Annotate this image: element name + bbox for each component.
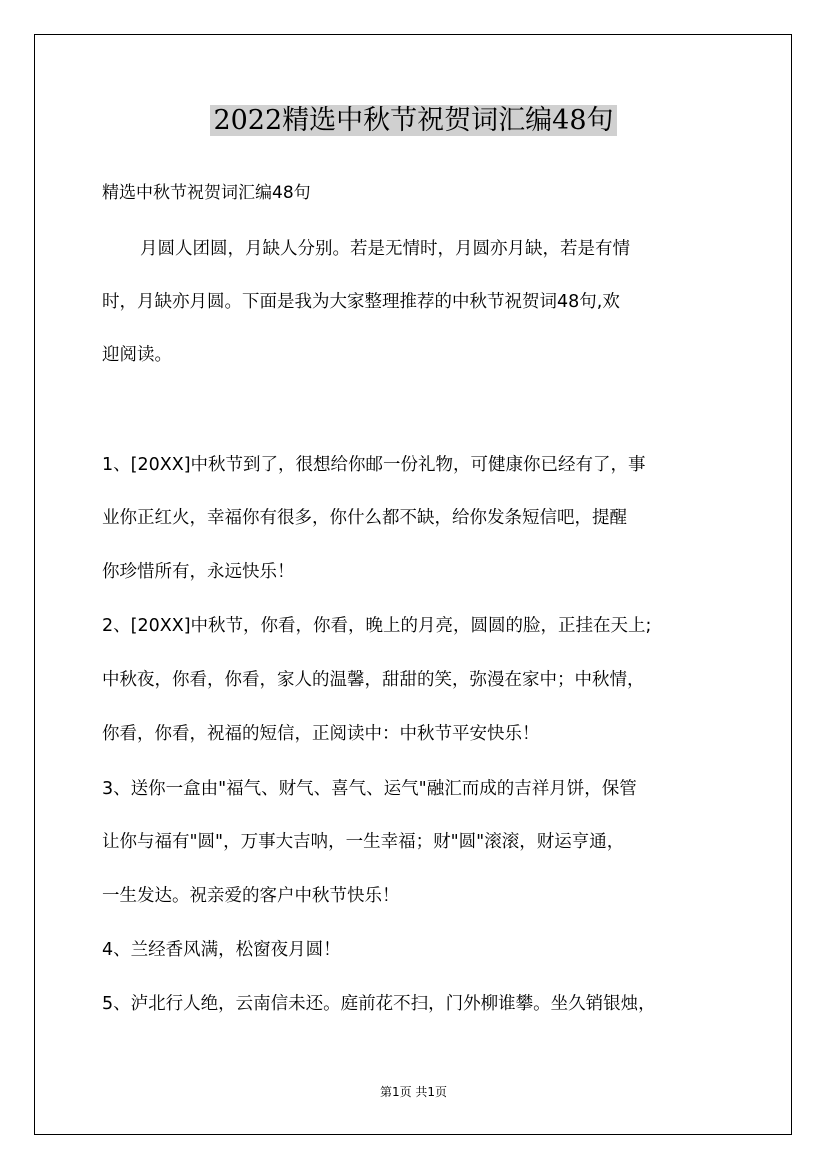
item-5-line-1: 5、泸北行人绝，云南信未还。庭前花不扫，门外柳谁攀。坐久销银烛， xyxy=(102,994,656,1014)
item-3-line-3: 一生发达。祝亲爱的客户中秋节快乐！ xyxy=(102,886,400,906)
item-2-line-2: 中秋夜，你看，你看，家人的温馨，甜甜的笑，弥漫在家中；中秋情， xyxy=(102,670,645,690)
page-footer: 第1页 共1页 xyxy=(379,1085,448,1099)
document-title xyxy=(0,101,827,141)
item-4-line-1: 4、兰经香风满，松窗夜月圆！ xyxy=(102,940,341,960)
item-3-line-2: 让你与福有"圆"，万事大吉呐，一生幸福；财"圆"滚滚，财运亨通， xyxy=(102,832,625,852)
item-1-line-2: 业你正红火，幸福你有很多，你什么都不缺，给你发条短信吧，提醒 xyxy=(102,508,627,528)
item-2-line-3: 你看，你看，祝福的短信，正阅读中：中秋节平安快乐！ xyxy=(102,724,540,744)
item-1-line-3: 你珍惜所有，永远快乐！ xyxy=(102,562,295,582)
document-title-text: 2022精选中秋节祝贺词汇编48句 xyxy=(210,105,616,136)
item-1-line-1: 1、[20XX]中秋节到了，很想给你邮一份礼物，可健康你已经有了，事 xyxy=(102,455,646,475)
item-2-line-1: 2、[20XX]中秋节，你看，你看，晚上的月亮，圆圆的脸，正挂在天上; xyxy=(102,616,652,636)
intro-line-3: 迎阅读。 xyxy=(102,345,172,365)
intro-line-2: 时，月缺亦月圆。下面是我为大家整理推荐的中秋节祝贺词48句,欢 xyxy=(102,292,620,312)
item-3-line-1: 3、送你一盒由"福气、财气、喜气、运气"融汇而成的吉祥月饼，保管 xyxy=(102,779,637,799)
intro-line-1: 月圆人团圆，月缺人分别。若是无情时，月圆亦月缺，若是有情 xyxy=(140,239,630,259)
document-subtitle: 精选中秋节祝贺词汇编48句 xyxy=(102,183,311,203)
